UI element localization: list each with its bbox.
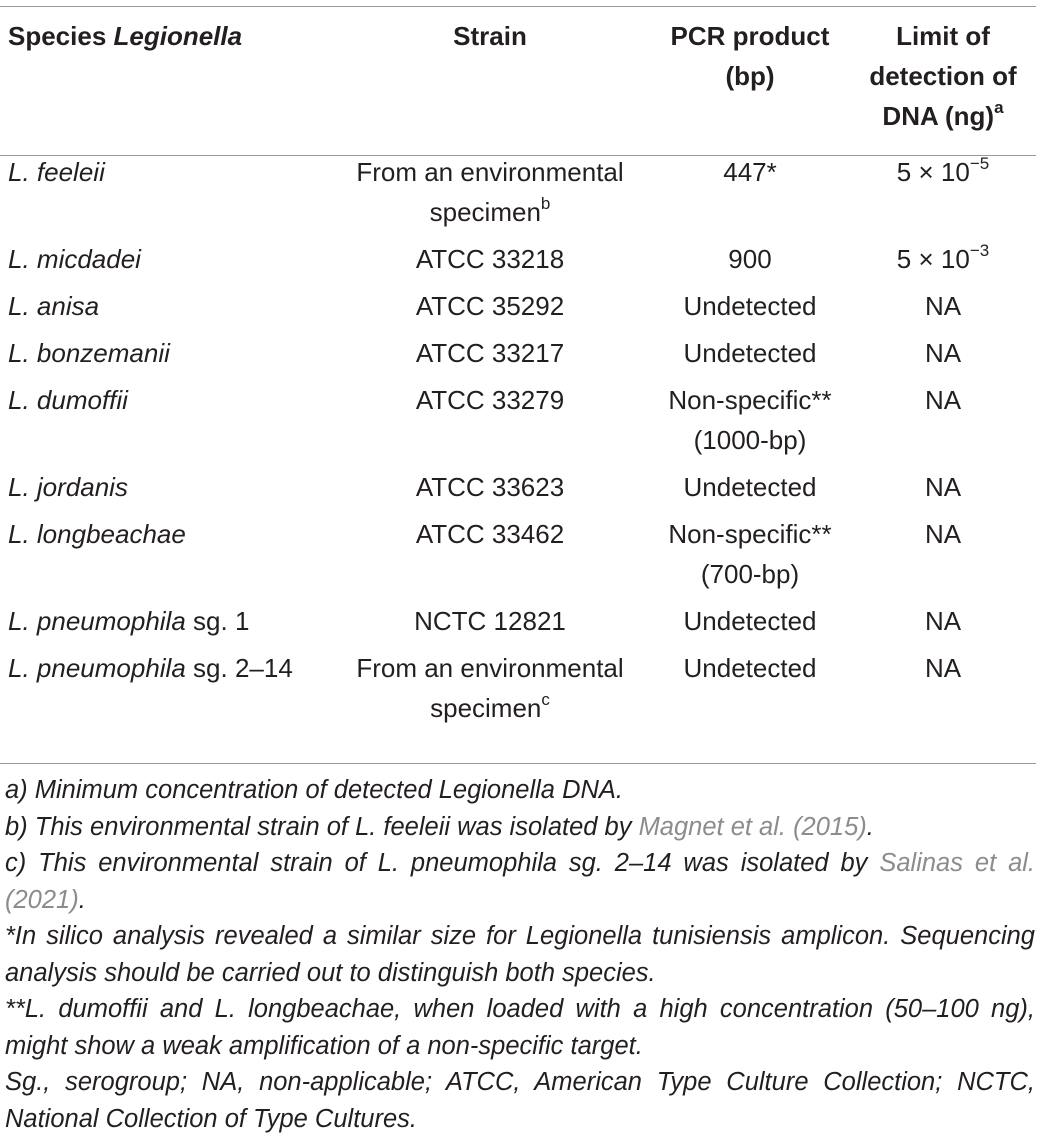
table-footnotes bbox=[5, 772, 1035, 1137]
footnote-a: a) Minimum concentration of detected Legionella DNA. bbox=[5, 776, 623, 804]
table-row: L. feeleii From an environmental specimen$^b$ 447* $5 \times 10^{-5}$ bbox=[8, 154, 990, 227]
footnote-abbreviations: Sg., serogroup; NA, non-applicable; ATCC, American Type Culture Collection; NCTC, National Collection of Type Cultures. bbox=[5, 1068, 1035, 1133]
data-table bbox=[0, 16, 1036, 728]
footnote-double-star: **L. dumoffii and L. longbeachae, when loaded with a high concentration (50–100 ng), might show a weak amplification of a non-specific target. bbox=[5, 995, 1035, 1060]
header-species: Species Legionella bbox=[8, 21, 243, 51]
table-row: L. micdadei ATCC 33218 900 $5 \times 10^{-3}$ bbox=[8, 241, 990, 274]
top-rule bbox=[0, 6, 1036, 7]
citation-link[interactable]: Salinas et al. (2021) bbox=[5, 849, 1035, 914]
table-row: L. pneumophila sg. 1 NCTC 12821 Undetected NA bbox=[8, 606, 962, 636]
table-row: L. dumoffii ATCC 33279 Non-specific** (1000-bp) NA bbox=[8, 385, 962, 455]
footnote-b: b) This environmental strain of L. feeleii was isolated by Magnet et al. (2015). bbox=[5, 812, 874, 841]
table-row: L. longbeachae ATCC 33462 Non-specific** (700-bp) NA bbox=[8, 519, 962, 589]
header-strain: Strain bbox=[453, 21, 527, 51]
table-row: L. bonzemanii ATCC 33217 Undetected NA bbox=[8, 338, 962, 368]
footnote-star: *In silico analysis revealed a similar size for Legionella tunisiensis amplicon. Sequencing analysis should be carried out to distinguish both species. bbox=[5, 922, 1035, 987]
header-pcr-product: PCR product (bp) bbox=[670, 21, 830, 91]
footnote-c: c) This environmental strain of L. pneumophila sg. 2–14 was isolated by Salinas et al. (2021). bbox=[5, 849, 1035, 914]
table-row: L. jordanis ATCC 33623 Undetected NA bbox=[8, 472, 962, 502]
citation-link[interactable]: Magnet et al. (2015) bbox=[638, 812, 867, 841]
table-row: L. anisa ATCC 35292 Undetected NA bbox=[8, 291, 962, 321]
table-row: L. pneumophila sg. 2–14 From an environmental specimen$^c$ Undetected NA bbox=[8, 653, 962, 723]
header-limit-of-detection: Limit of detection of DNA (ng)$^a$ bbox=[869, 21, 1017, 131]
header-row bbox=[0, 16, 1036, 136]
bottom-rule bbox=[0, 763, 1036, 764]
